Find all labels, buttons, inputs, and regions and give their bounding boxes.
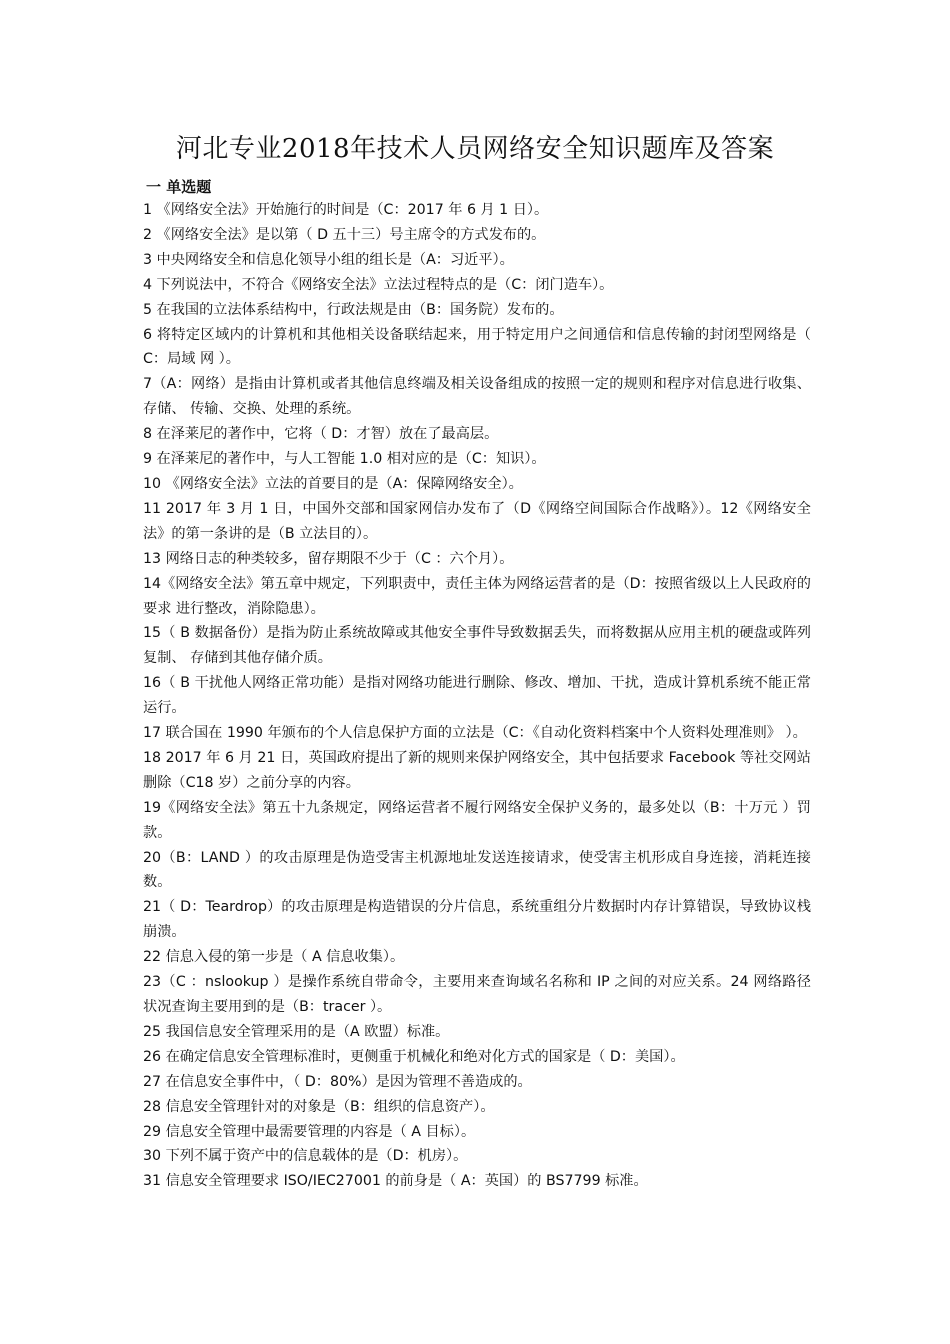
question-item: 6 将特定区域内的计算机和其他相关设备联结起来，用于特定用户之间通信和信息传输的封闭型网络是（ C：局域 网 ）。 [143,326,811,368]
question-item: 8 在泽莱尼的著作中，它将（ D：才智）放在了最高层。 [143,426,499,443]
document-title: 河北专业2018年技术人员网络安全知识题库及答案 [175,134,775,164]
question-item: 13 网络日志的种类较多，留存期限不少于（C ：六个月）。 [143,550,514,567]
question-item: 2 《网络安全法》是以第（ D 五十三）号主席令的方式发布的。 [143,226,546,243]
section-heading: 一 单选题 [146,178,212,196]
question-item: 14《网络安全法》第五章中规定，下列职责中，责任主体为网络运营者的是（D：按照省级以上人民政府的要求 进行整改，消除隐患）。 [143,575,811,617]
question-item: 30 下列不属于资产中的信息载体的是（D：机房）。 [143,1148,468,1165]
question-item: 28 信息安全管理针对的对象是（B：组织的信息资产）。 [143,1098,495,1115]
question-item: 4 下列说法中，不符合《网络安全法》立法过程特点的是（C：闭门造车）。 [143,276,614,293]
question-item: 15（ B 数据备份）是指为防止系统故障或其他安全事件导致数据丢失，而将数据从应用主机的硬盘或阵列复制、 存储到其他存储介质。 [143,625,811,667]
question-item: 26 在确定信息安全管理标准时，更侧重于机械化和绝对化方式的国家是（ D：美国）。 [143,1048,685,1065]
question-item: 18 2017 年 6 月 21 日，英国政府提出了新的规则来保护网络安全，其中包括要求 Facebook 等社交网站删除（C18 岁）之前分享的内容。 [143,749,811,791]
question-list [143,198,811,1194]
question-item: 10 《网络安全法》立法的首要目的是（A：保障网络安全）。 [143,475,523,492]
question-item: 29 信息安全管理中最需要管理的内容是（ A 目标）。 [143,1123,476,1140]
question-item: 17 联合国在 1990 年颁布的个人信息保护方面的立法是（C：《自动化资料档案中个人资料处理准则》 ）。 [143,725,807,742]
question-item: 21（ D：Teardrop）的攻击原理是构造错误的分片信息，系统重组分片数据时内存计算错误，导致协议栈崩溃。 [143,899,811,941]
question-item: 5 在我国的立法体系结构中，行政法规是由（B：国务院）发布的。 [143,301,564,318]
question-item: 3 中央网络安全和信息化领导小组的组长是（A：习近平）。 [143,251,514,268]
question-item: 19《网络安全法》第五十九条规定，网络运营者不履行网络安全保护义务的，最多处以（B：十万元 ）罚款。 [143,799,811,841]
question-item: 20（B：LAND ）的攻击原理是伪造受害主机源地址发送连接请求，使受害主机形成自身连接，消耗连接数。 [143,849,811,891]
question-item: 27 在信息安全事件中，（ D：80%）是因为管理不善造成的。 [143,1073,532,1090]
question-item: 31 信息安全管理要求 ISO/IEC27001 的前身是（ A：英国）的 BS7799 标准。 [143,1173,648,1190]
question-item: 11 2017 年 3 月 1 日，中国外交部和国家网信办发布了（D《网络空间国际合作战略》）。12《网络安全法》的第一条讲的是（B 立法目的）。 [143,500,811,542]
question-item: 9 在泽莱尼的著作中，与人工智能 1.0 相对应的是（C：知识）。 [143,451,546,468]
question-item: 23（C ：nslookup ）是操作系统自带命令，主要用来查询域名名称和 IP 之间的对应关系。24 网络路径状况查询主要用到的是（B：tracer ）。 [143,974,811,1015]
question-item: 7（A：网络）是指由计算机或者其他信息终端及相关设备组成的按照一定的规则和程序对信息进行收集、存储、 传输、交换、处理的系统。 [143,376,811,418]
question-item: 22 信息入侵的第一步是（ A 信息收集）。 [143,949,405,966]
question-item: 16（ B 干扰他人网络正常功能）是指对网络功能进行删除、修改、增加、干扰，造成计算机系统不能正常运行。 [143,675,811,717]
question-item: 1 《网络安全法》开始施行的时间是（C：2017 年 6 月 1 日）。 [143,202,549,218]
question-item: 25 我国信息安全管理采用的是（A 欧盟）标准。 [143,1023,450,1040]
